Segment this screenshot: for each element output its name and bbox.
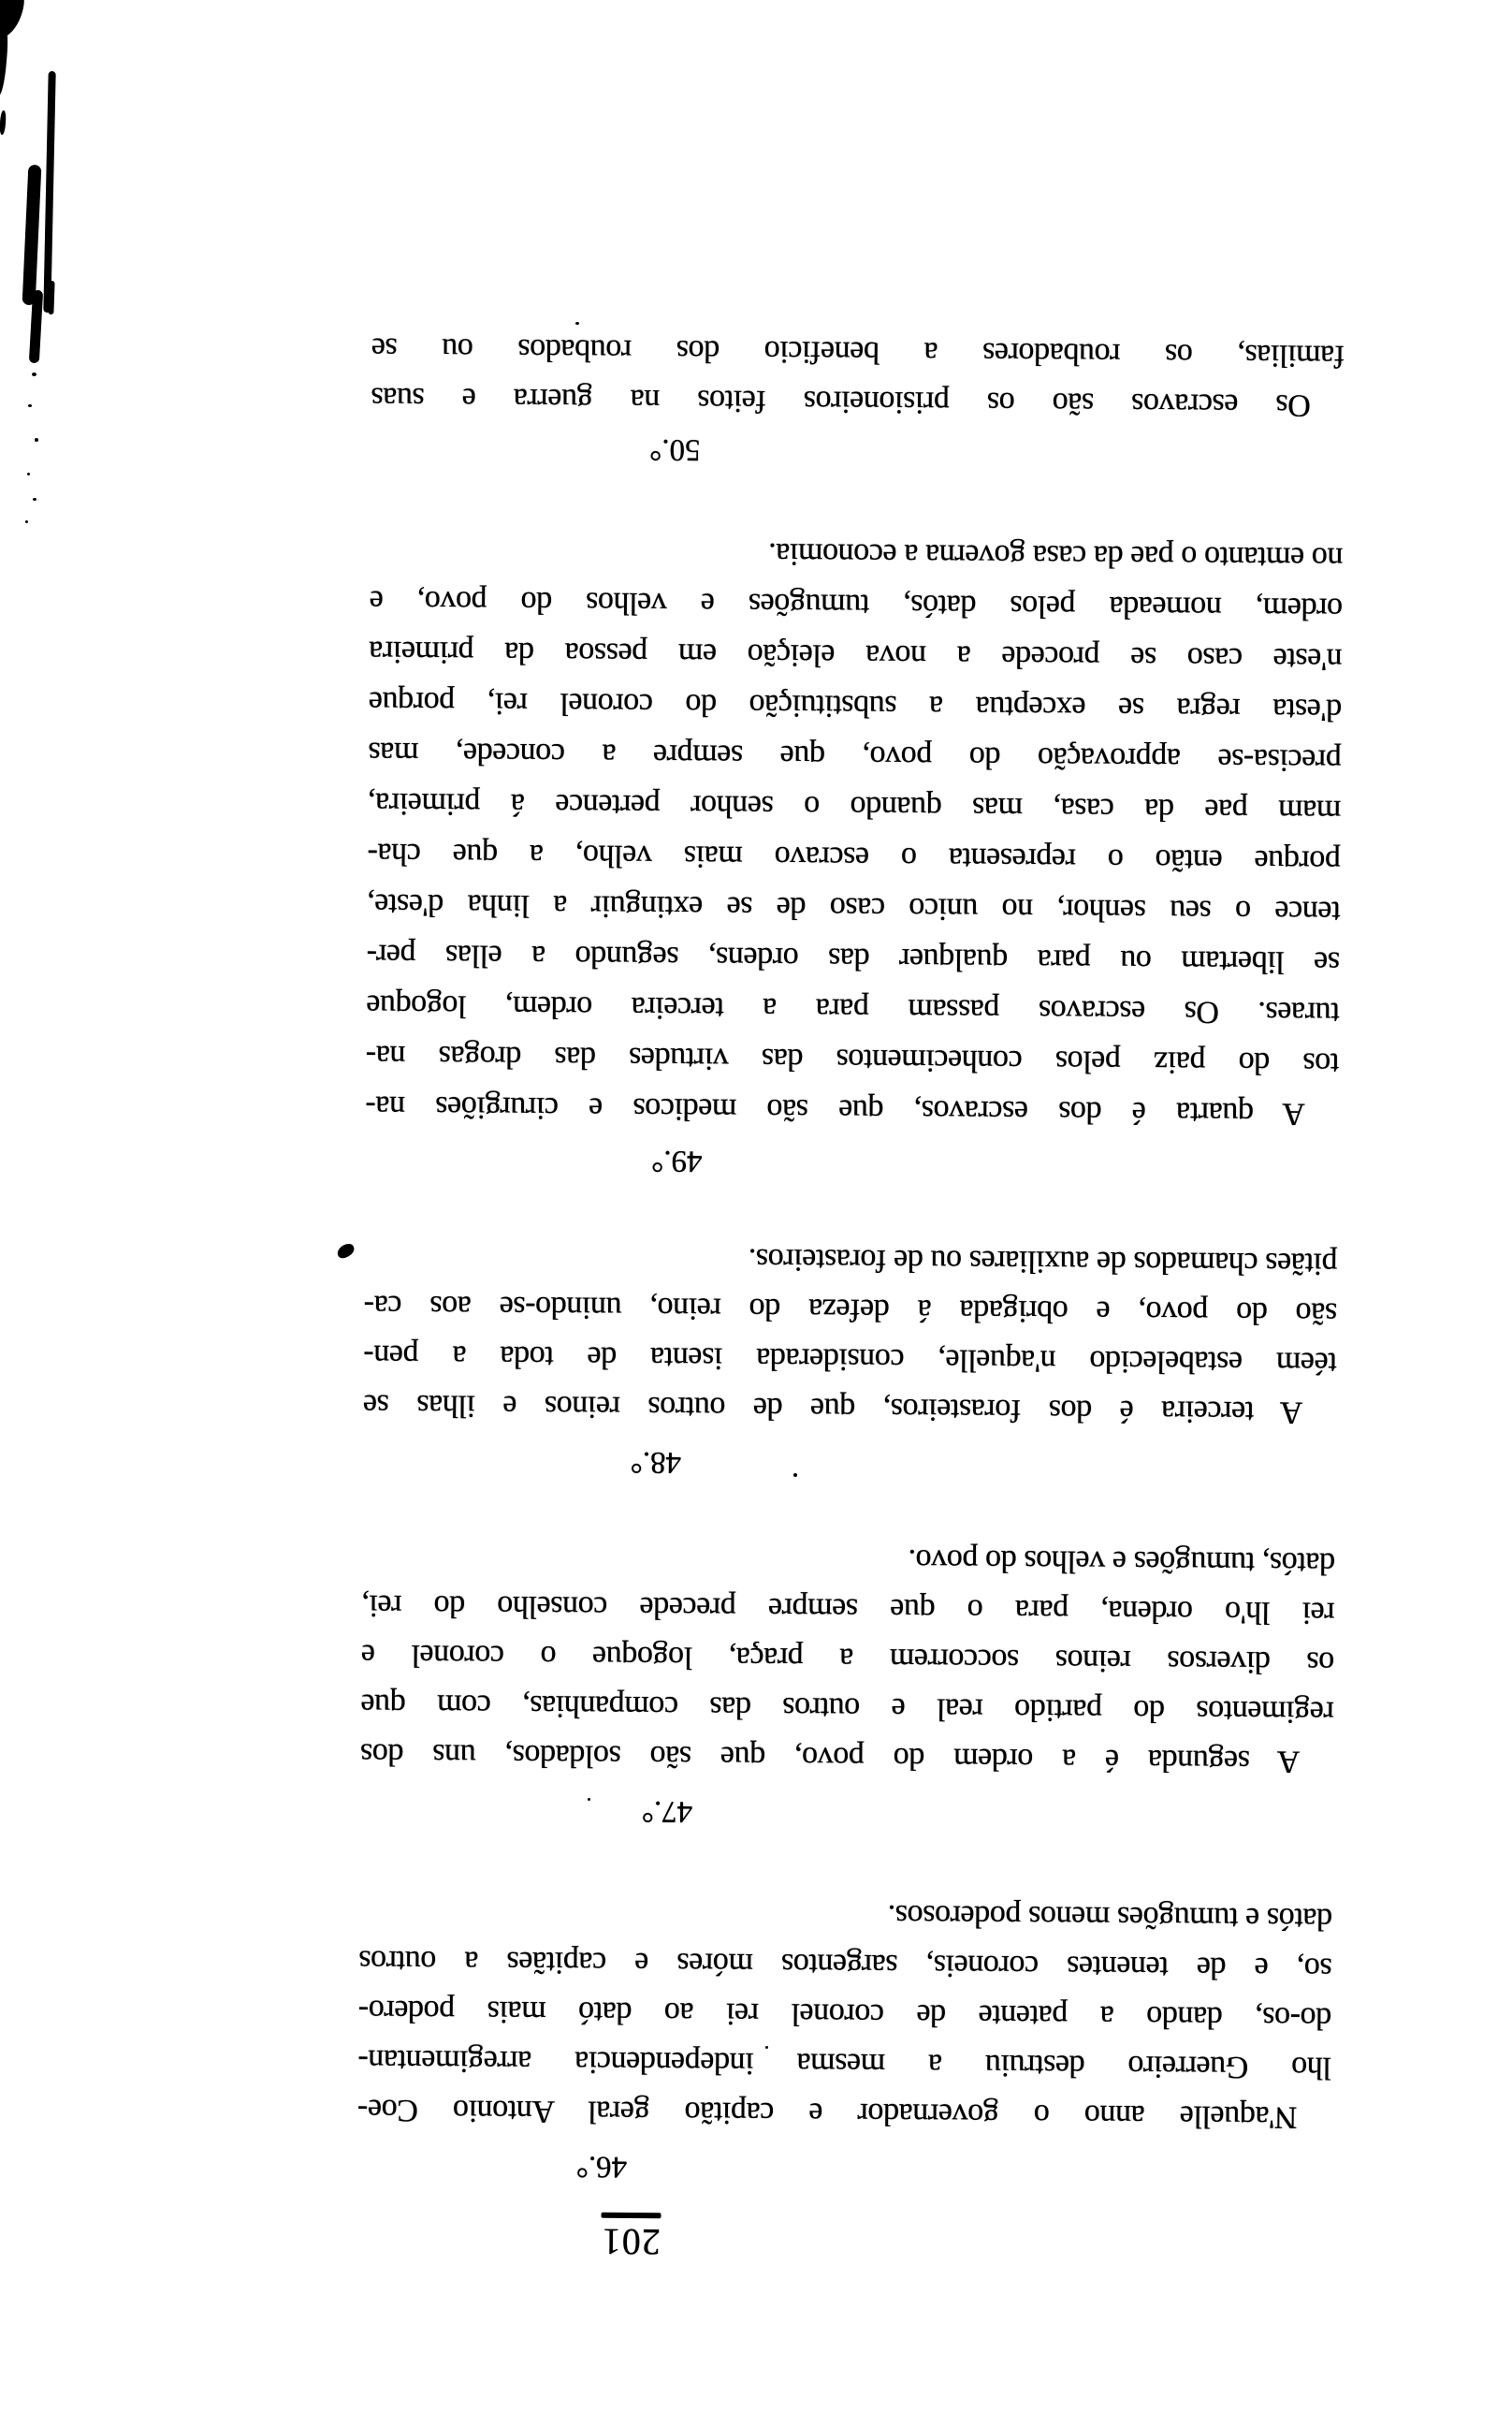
paragraph-46 [357,1887,1332,2142]
text-line: datós, tumugões e velhos do povo. [908,1542,1336,1581]
text-line: precisa-se approvação do povo, que sempre a concede, mas [368,735,1342,778]
text-line: N'aquelle anno o governador e capitão geral Antonio Coe- [357,2092,1298,2135]
text-line: são do povo, e obrigada á defeza do reino, unindo-se aos ca- [363,1288,1338,1331]
text-line: d'esta regra se exceptua a substituição do coronel rei, porque [369,684,1343,727]
text-line: lho Guerreiro destruiu a mesma independencia arregimentan- [357,2042,1331,2085]
text-line: pitães chamados de auxiliares ou de forasteiros. [748,1241,1338,1281]
text-line: datós e tumugões menos poderosos. [887,1898,1333,1936]
paragraph-48 [363,1232,1338,1438]
scan-smudge-corner [0,110,7,135]
page-number: 201 [601,2220,661,2264]
section-heading-50: 50.° [648,432,701,467]
text-line: turaes. Os escravos passam para a terceira ordem, logoque [366,987,1340,1030]
text-line: Os escravos são os prisioneiros feitos na guerra e suas [371,380,1311,423]
text-line: A segunda é a ordem do povo, que são soldados, uns dos [360,1736,1301,1779]
text-line: téem estabelecido n'aquelle, considerada isenta de toda a pen- [363,1337,1337,1381]
text-line: regimentos do partido real e outros das companhias, com que [360,1687,1334,1730]
text-line: tos do paiz pelos conhecimentos das virtudes das drogas na- [366,1038,1340,1081]
text-line: A terceira é dos forasteiros, que de outros reinos e ilhas se [363,1387,1303,1430]
section-heading-47: 47.° [641,1794,693,1829]
text-line: mam pae da casa, mas quando o senhor pertence á primeira, [368,785,1342,828]
text-line: porque então o representa o escravo mais velho, a que cha- [367,836,1342,879]
text-line: so, e de tenentes coroneis, sargentos móres e capitães a outros [358,1943,1332,1986]
text-line: ordem, nomeada pelos datós, tumugões e velhos do povo, e [369,583,1344,626]
section-heading-48: 48.° [630,1444,682,1480]
text-line: familias, os roubadores a beneficio dos roubados ou se [371,330,1345,373]
text-line: rei lh'o ordena, para o que sempre precede conselho do rei, [361,1587,1335,1630]
text-line: A quarta é dos escravos, que são medicos e cirurgiões na- [365,1089,1305,1132]
text-line: se libertam ou para qualquer das ordens, segundo a ellas per- [366,937,1341,980]
text-line: n'este caso se procede a nova eleição em pessoa da primeira [369,634,1343,677]
section-heading-46: 46.° [575,2149,628,2184]
section-heading-49: 49.° [651,1144,703,1178]
text-line: no emtanto o pae da casa governa a economia. [768,536,1344,576]
paragraph-49 [366,525,1344,1139]
text-line: os diversos reinos soccorrem a praça, logoque o coronel e [361,1637,1335,1680]
paragraph-47 [360,1531,1335,1787]
text-line: do-os, dando a patente de coronel rei ao dató mais podero- [358,1993,1332,2036]
header-rule [601,2213,661,2219]
paragraph-50 [371,324,1345,431]
text-line: tence o seu senhor, no unico caso de se extinguir a linha d'este, [367,886,1341,929]
